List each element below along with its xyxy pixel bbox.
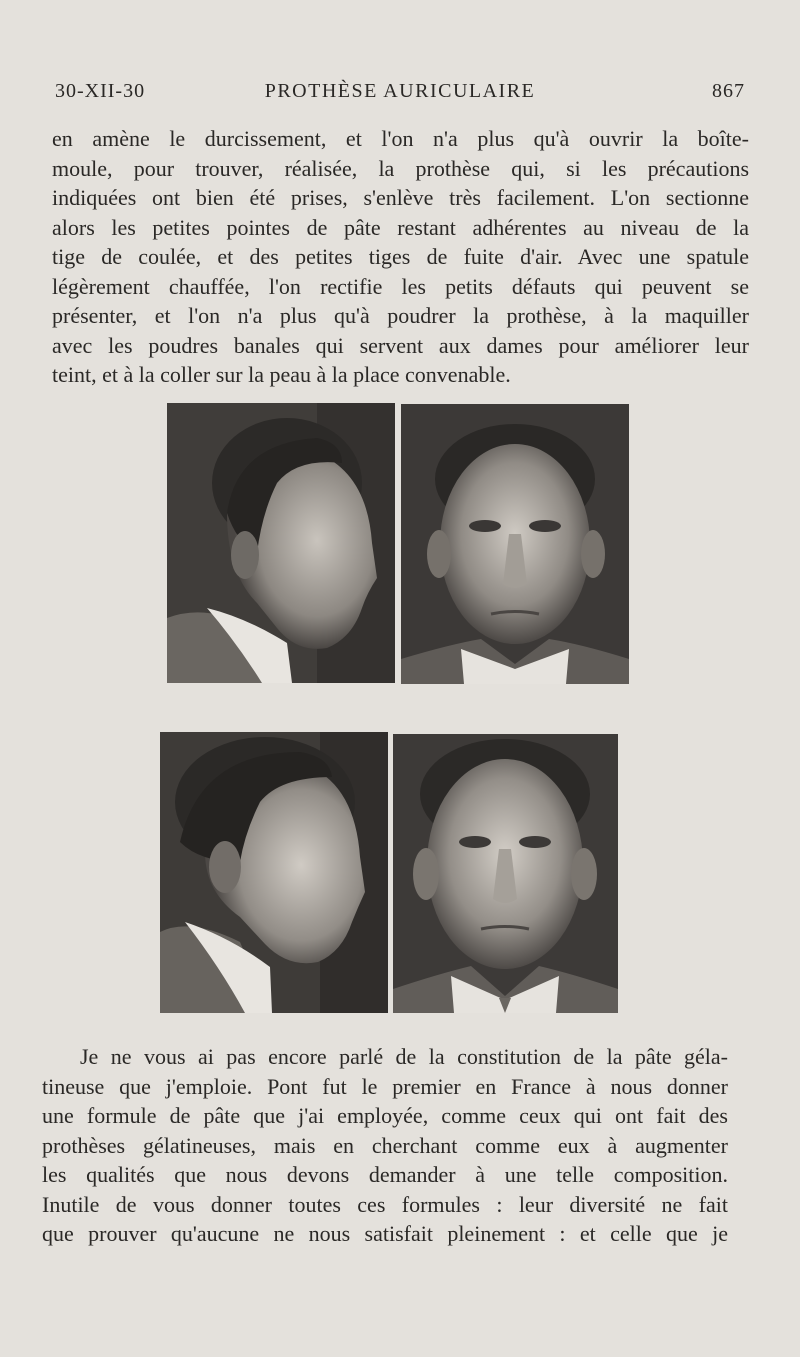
text-line: moule, pour trouver, réalisée, la prothèse qui, si les précautions: [52, 155, 749, 181]
text-line: légèrement chauffée, l'on rectifie les petits défauts qui peuvent se: [52, 273, 749, 299]
header-date: 30-XII-30: [55, 80, 146, 102]
text-line: une formule de pâte que j'ai employée, comme ceux qui ont fait des: [42, 1103, 728, 1128]
text-line: Inutile de vous donner toutes ces formules : leur diversité ne fait: [42, 1191, 728, 1217]
text-line: tige de coulée, et des petites tiges de fuite d'air. Avec une spatule: [52, 244, 749, 269]
photo-profile-before: [167, 403, 395, 683]
header-title: PROTHÈSE AURICULAIRE: [264, 80, 536, 102]
photo-profile-after: [160, 732, 388, 1013]
running-header: [55, 80, 745, 110]
text-line: indiquées ont bien été prises, s'enlève très facilement. L'on sectionne: [52, 185, 749, 210]
photo-front-after: [393, 734, 618, 1013]
page-number: 867: [712, 80, 745, 102]
text-line: en amène le durcissement, et l'on n'a plus qu'à ouvrir la boîte-: [52, 126, 749, 151]
text-line: présenter, et l'on n'a plus qu'à poudrer la prothèse, à la maquiller: [52, 303, 749, 328]
paragraph-2: [42, 1042, 728, 1249]
text-line: teint, et à la coller sur la peau à la place convenable.: [52, 362, 511, 387]
text-line: tineuse que j'emploie. Pont fut le premier en France à nous donner: [42, 1073, 728, 1099]
text-line: alors les petites pointes de pâte restant adhérentes au niveau de la: [52, 214, 749, 240]
text-line: Je ne vous ai pas encore parlé de la constitution de la pâte géla-: [80, 1044, 728, 1069]
text-line: prothèses gélatineuses, mais en cherchant comme eux à augmenter: [42, 1132, 728, 1158]
text-line: les qualités que nous devons demander à une telle composition.: [42, 1162, 728, 1187]
paragraph-1: [52, 124, 749, 390]
text-line: avec les poudres banales qui servent aux dames pour améliorer leur: [52, 332, 749, 358]
text-line: que prouver qu'aucune ne nous satisfait pleinement : et celle que je: [42, 1221, 728, 1246]
photo-front-before: [401, 404, 629, 684]
